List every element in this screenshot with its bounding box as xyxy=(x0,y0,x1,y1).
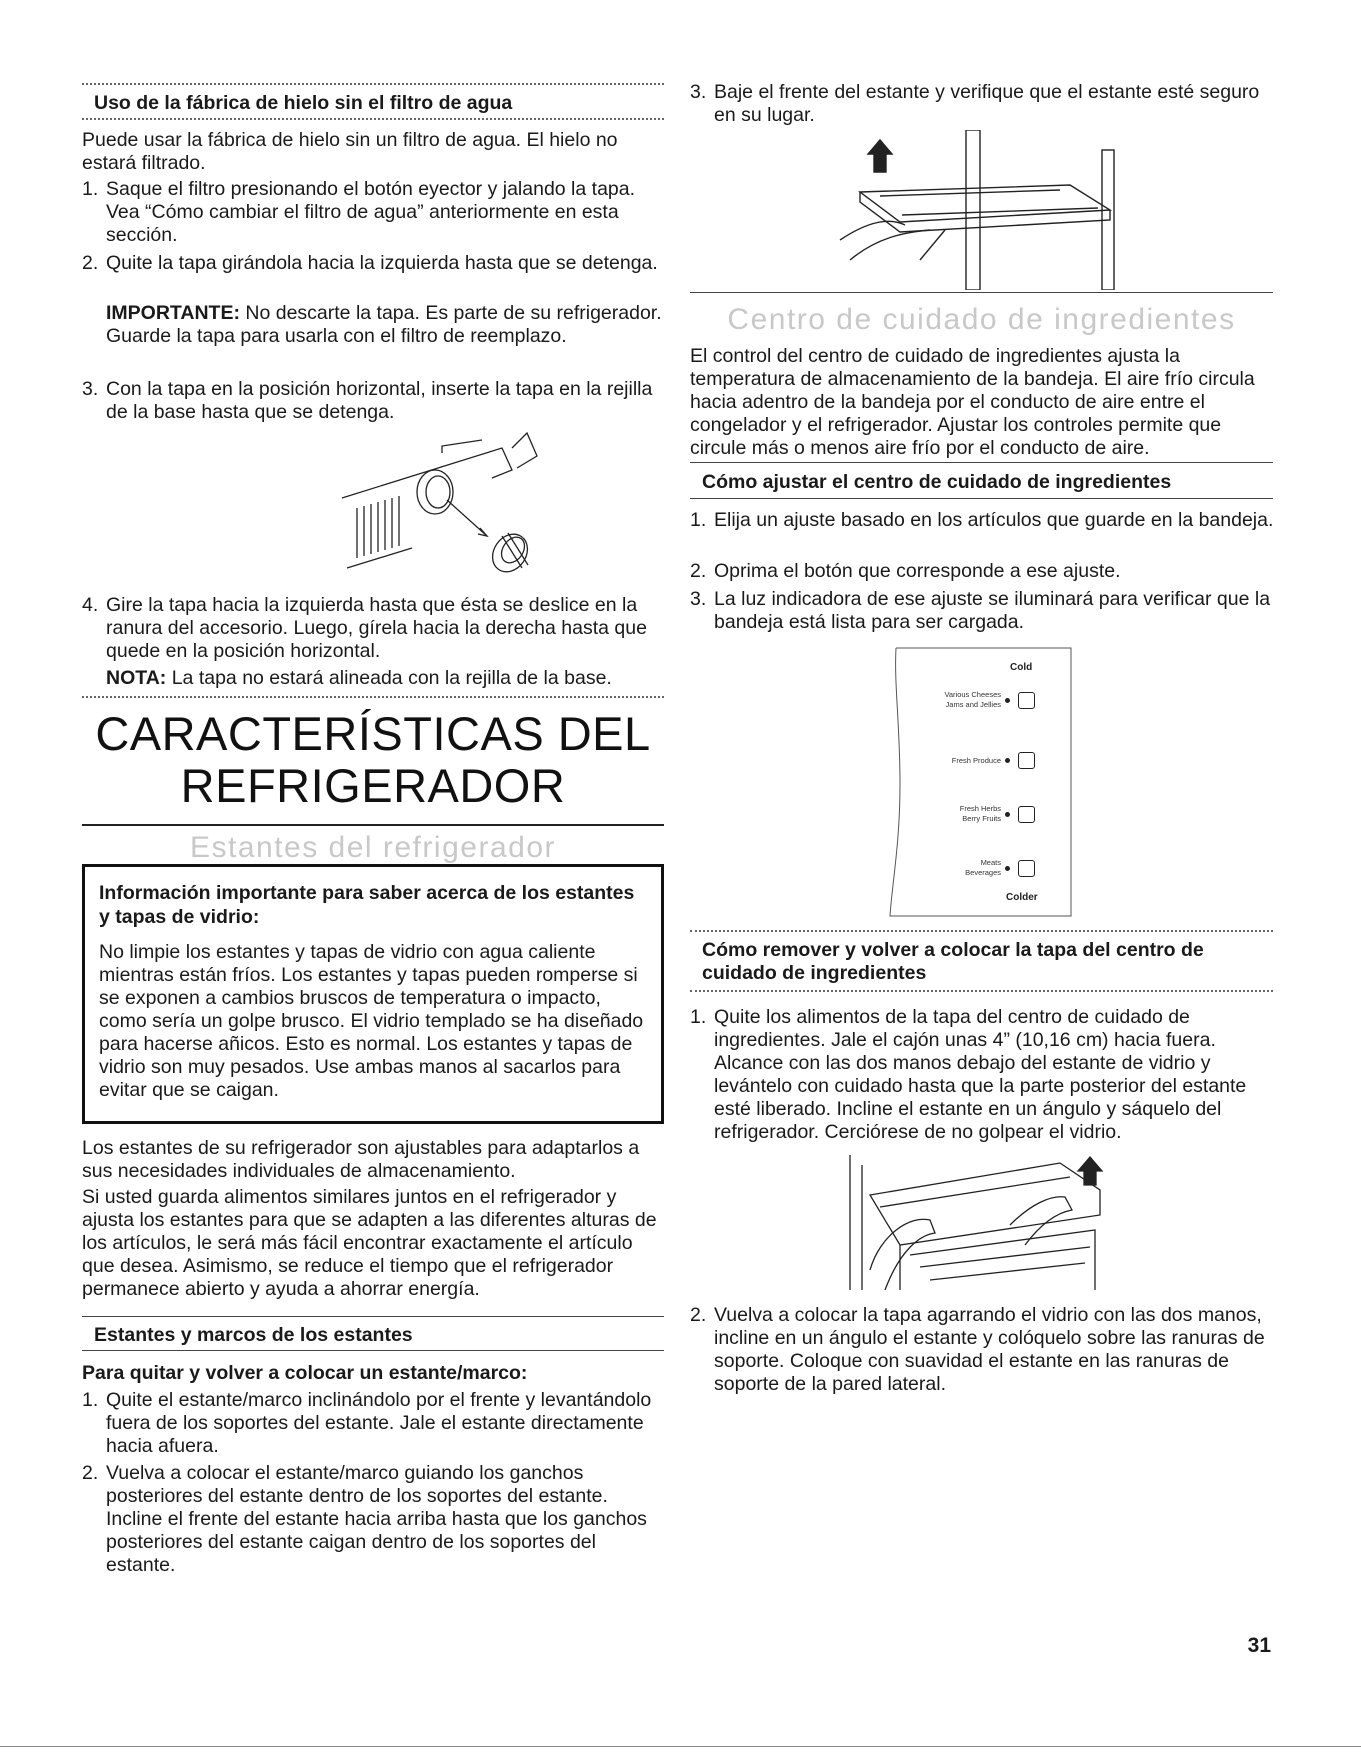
control-row-meats: Meats Beverages xyxy=(906,858,1035,878)
shelves-paragraph-1: Los estantes de su refrigerador son ajustables para adaptarlos a sus necesidades individuales de almacenamiento. xyxy=(82,1137,640,1182)
cap-insert-illustration xyxy=(252,428,582,576)
divider xyxy=(82,1316,664,1317)
remove-shelf-heading: Para quitar y volver a colocar un estante/marco: xyxy=(82,1362,528,1384)
divider xyxy=(690,930,1273,932)
divider xyxy=(82,1350,664,1351)
divider xyxy=(82,83,664,85)
divider xyxy=(690,498,1273,499)
warning-body: No limpie los estantes y tapas de vidrio con agua caliente mientras están fríos. Los estantes y tapas pueden romperse si se exponen a cambios bruscos de temperatura o impacto, como sería un golpe brusco. El vidrio templado se ha diseñado para hacerse añicos. Esto es normal. Los estantes y tapas de vidrio son muy pesados. Use ambas manos al sacarlos para evitar que se caigan. xyxy=(99,941,644,1101)
chapter-title-line2: REFRIGERADOR xyxy=(180,759,566,812)
shelf-step-3: 3. Baje el frente del estante y verifique que el estante esté seguro en su lugar. xyxy=(690,81,1260,126)
cold-label: Cold xyxy=(1010,662,1033,673)
remove-step-1: 1. Quite el estante/marco inclinándolo por el frente y levantándolo fuera de los soportes del estante. Jale el estante directamente hacia afuera. xyxy=(82,1389,652,1457)
page-number: 31 xyxy=(1247,1634,1271,1657)
chapter-title-line1: CARACTERÍSTICAS DEL xyxy=(95,707,651,760)
shelves-paragraph-2: Si usted guarda alimentos similares juntos en el refrigerador y ajusta los estantes para que se adapten a las diferentes alturas de los artículos, le será más fácil encontrar exactamente el artículo que desea. Asimismo, se reduce el tiempo que el refrigerador permanece abierto y ayuda a ahorrar energía. xyxy=(82,1186,657,1300)
indicator-light xyxy=(1005,866,1010,871)
ice-step-2: 2. Quite la tapa girándola hacia la izquierda hasta que se detenga. xyxy=(82,252,658,274)
produce-button[interactable] xyxy=(1018,752,1035,769)
divider xyxy=(82,118,664,120)
nota-note: NOTA: La tapa no estará alineada con la rejilla de la base. xyxy=(106,667,612,689)
adjust-step-3: 3. La luz indicadora de ese ajuste se iluminará para verificar que la bandeja está lista para ser cargada. xyxy=(690,588,1271,633)
ingredient-control-panel xyxy=(886,644,1076,922)
cheeses-button[interactable] xyxy=(1018,692,1035,709)
ice-step-4: 4. Gire la tapa hacia la izquierda hasta que ésta se deslice en la ranura del accesorio. Luego, gírela hacia la derecha hasta que quede en la posición horizontal. xyxy=(82,594,647,662)
warning-title: Información importante para saber acerca de los estantes y tapas de vidrio: xyxy=(99,882,635,928)
divider xyxy=(690,462,1273,463)
indicator-light xyxy=(1005,698,1010,703)
colder-label: Colder xyxy=(1006,892,1038,903)
meats-button[interactable] xyxy=(1018,860,1035,877)
section-title-shelves: Estantes del refrigerador xyxy=(189,831,556,864)
control-panel-outline xyxy=(886,644,1076,922)
bottom-edge-line xyxy=(0,1746,1361,1747)
important-note: IMPORTANTE: No descarte la tapa. Es parte de su refrigerador. Guarde la tapa para usarla con el filtro de reemplazo. xyxy=(106,302,662,347)
indicator-light xyxy=(1005,812,1010,817)
ice-step-1: 1. Saque el filtro presionando el botón eyector y jalando la tapa. Vea “Cómo cambiar el filtro de agua” anteriormente en esta sección. xyxy=(82,178,636,246)
adjust-heading: Cómo ajustar el centro de cuidado de ingredientes xyxy=(702,471,1172,493)
cover-step-1: 1. Quite los alimentos de la tapa del centro de cuidado de ingredientes. Jale el cajón unas 4” (10,16 cm) hacia fuera. Alcance con las dos manos debajo del estante de vidrio y levántelo con cuidado hasta que la parte posterior del estante esté liberado. Incline el estante en un ángulo y sáquelo del refrigerador. Cerciórese de no golpear el vidrio. xyxy=(690,1006,1247,1143)
cover-heading: Cómo remover y volver a colocar la tapa del centro de cuidado de ingredientes xyxy=(702,939,1204,984)
warning-box xyxy=(82,864,664,1124)
divider xyxy=(82,824,664,826)
control-row-cheeses: Various Cheeses Jams and Jellies xyxy=(906,690,1035,710)
control-row-herbs: Fresh Herbs Berry Fruits xyxy=(906,804,1035,824)
ice-step-3: 3. Con la tapa en la posición horizontal, inserte la tapa en la rejilla de la base hasta que se detenga. xyxy=(82,378,653,423)
ice-intro: Puede usar la fábrica de hielo sin un filtro de agua. El hielo no estará filtrado. xyxy=(82,129,618,174)
divider xyxy=(690,292,1273,293)
cover-remove-illustration xyxy=(840,1155,1120,1295)
cover-step-2: 2. Vuelva a colocar la tapa agarrando el vidrio con las dos manos, incline en un ángulo el estante y colóquelo sobre las ranuras de soporte. Coloque con suavidad el estante en las ranuras de soporte de la pared lateral. xyxy=(690,1304,1265,1395)
shelves-frames-heading: Estantes y marcos de los estantes xyxy=(94,1324,413,1346)
indicator-light xyxy=(1005,758,1010,763)
adjust-step-2: 2. Oprima el botón que corresponde a ese ajuste. xyxy=(690,560,1121,582)
ice-maker-heading: Uso de la fábrica de hielo sin el filtro de agua xyxy=(94,92,513,114)
divider xyxy=(82,696,664,698)
control-row-produce: Fresh Produce xyxy=(906,752,1035,769)
ingredient-care-paragraph: El control del centro de cuidado de ingredientes ajusta la temperatura de almacenamiento de la bandeja. El aire frío circula hacia adentro de la bandeja por el conducto de aire entre el congelador y el refrigerador. Ajustar los controles permite que circule más o menos aire frío por el conducto de aire. xyxy=(690,345,1255,459)
divider xyxy=(690,990,1273,992)
adjust-step-1: 1. Elija un ajuste basado en los artículos que guarde en la bandeja. xyxy=(690,509,1274,531)
remove-step-2: 2. Vuelva a colocar el estante/marco guiando los ganchos posteriores del estante dentro de los soportes del estante. Incline el frente del estante hacia arriba hasta que los ganchos posteriores del estante caigan dentro de los soportes del estante. xyxy=(82,1462,647,1576)
shelf-install-illustration xyxy=(810,130,1140,290)
section-title-ingredient-care: Centro de cuidado de ingredientes xyxy=(727,303,1236,336)
herbs-button[interactable] xyxy=(1018,806,1035,823)
